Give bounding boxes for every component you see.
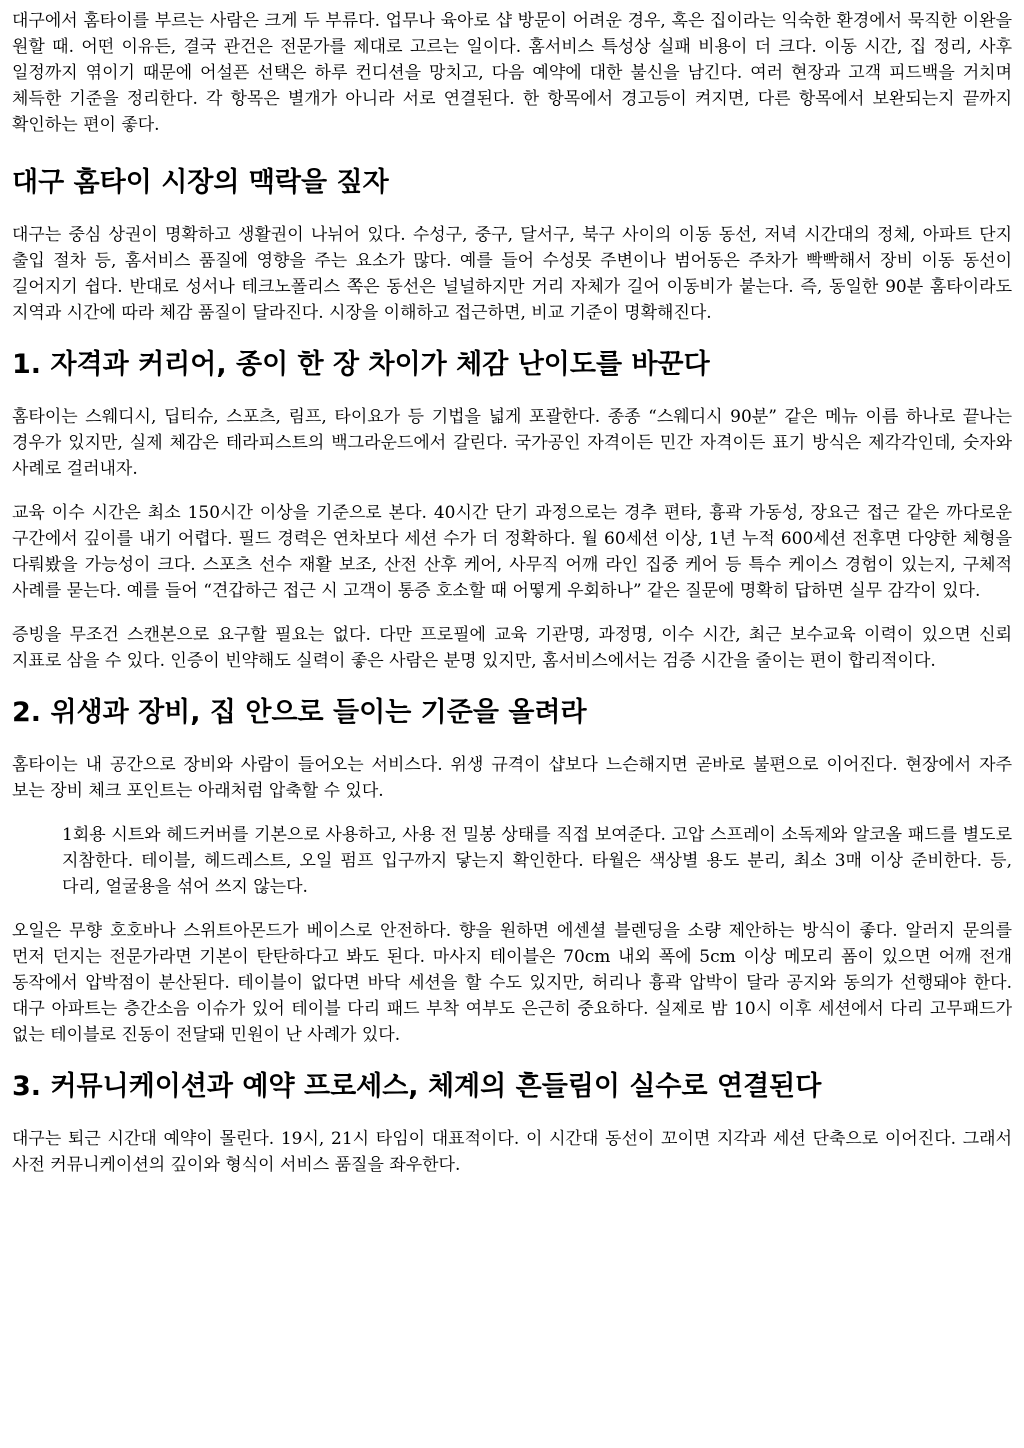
market-paragraph: 대구는 중심 상권이 명확하고 생활권이 나뉘어 있다. 수성구, 중구, 달서구, 북구 사이의 이동 동선, 저녁 시간대의 정체, 아파트 단지 출입 절차 등, 홈서비스 품질에 영향을 주는 요소가 많다. 예를 들어 수성못 주변이나 범어동은 주차가 빡빡해서 장비 이동 동선이 길어지기 쉽다. 반대로 성서나 테크노폴리스 쪽은 동선은 널널하지만 거리 자체가 길어 이동비가 붙는다. 즉, 동일한 90분 홈타이라도 지역과 시간에 따라 체감 품질이 달라진다. 시장을 이해하고 접근하면, 비교 기준이 명확해진다.	[12, 225, 1012, 323]
section-heading-hygiene: 2. 위생과 장비, 집 안으로 들이는 기준을 올려라	[12, 697, 587, 728]
section-heading-market: 대구 홈타이 시장의 맥락을 짚자	[12, 167, 389, 198]
hygiene-paragraph-2: 오일은 무향 호호바나 스위트아몬드가 베이스로 안전하다. 향을 원하면 에센셜 블렌딩을 소량 제안하는 방식이 좋다. 알러지 문의를 먼저 던지는 전문가라면 기본이 탄탄하다고 봐도 된다. 마사지 테이블은 70cm 내외 폭에 5cm 이상 메모리 폼이 있으면 어깨 전개 동작에서 압박점이 분산된다. 테이블이 없다면 바닥 세션을 할 수도 있지만, 허리나 흉곽 압박이 달라 공지와 동의가 선행돼야 한다. 대구 아파트는 층간소음 이슈가 있어 테이블 다리 패드 부착 여부도 은근히 중요하다. 실제로 밤 10시 이후 세션에서 다리 고무패드가 없는 테이블로 진동이 전달돼 민원이 난 사례가 있다.	[12, 921, 1012, 1045]
credentials-paragraph-1: 홈타이는 스웨디시, 딥티슈, 스포츠, 림프, 타이요가 등 기법을 넓게 포괄한다. 종종 “스웨디시 90분” 같은 메뉴 이름 하나로 끝나는 경우가 있지만, 실제 체감은 테라피스트의 백그라운드에서 갈린다. 국가공인 자격이든 민간 자격이든 표기 방식은 제각각인데, 숫자와 사례로 걸러내자.	[12, 407, 1012, 479]
equipment-checklist-quote	[12, 822, 1012, 900]
section-heading-credentials: 1. 자격과 커리어, 종이 한 장 차이가 체감 난이도를 바꾼다	[12, 349, 710, 380]
intro-paragraph: 대구에서 홈타이를 부르는 사람은 크게 두 부류다. 업무나 육아로 샵 방문이 어려운 경우, 혹은 집이라는 익숙한 환경에서 묵직한 이완을 원할 때. 어떤 이유든, 결국 관건은 전문가를 제대로 고르는 일이다. 홈서비스 특성상 실패 비용이 더 크다. 이동 시간, 집 정리, 사후 일정까지 엮이기 때문에 어설픈 선택은 하루 컨디션을 망치고, 다음 예약에 대한 불신을 남긴다. 여러 현장과 고객 피드백을 거치며 체득한 기준을 정리한다. 각 항목은 별개가 아니라 서로 연결된다. 한 항목에서 경고등이 켜지면, 다른 항목에서 보완되는지 끝까지 확인하는 편이 좋다.	[12, 11, 1012, 135]
credentials-paragraph-3: 증빙을 무조건 스캔본으로 요구할 필요는 없다. 다만 프로필에 교육 기관명, 과정명, 이수 시간, 최근 보수교육 이력이 있으면 신뢰 지표로 삼을 수 있다. 인증이 빈약해도 실력이 좋은 사람은 분명 있지만, 홈서비스에서는 검증 시간을 줄이는 편이 합리적이다.	[12, 625, 1012, 671]
hygiene-paragraph-1: 홈타이는 내 공간으로 장비와 사람이 들어오는 서비스다. 위생 규격이 샵보다 느슨해지면 곧바로 불편으로 이어진다. 현장에서 자주 보는 장비 체크 포인트는 아래처럼 압축할 수 있다.	[12, 755, 1012, 801]
section-heading-communication: 3. 커뮤니케이션과 예약 프로세스, 체계의 흔들림이 실수로 연결된다	[12, 1071, 822, 1102]
credentials-paragraph-2: 교육 이수 시간은 최소 150시간 이상을 기준으로 본다. 40시간 단기 과정으로는 경추 편타, 흉곽 가동성, 장요근 접근 같은 까다로운 구간에서 깊이를 내기 어렵다. 필드 경력은 연차보다 세션 수가 더 정확하다. 월 60세션 이상, 1년 누적 600세션 전후면 다양한 체형을 다뤄봤을 가능성이 크다. 스포츠 선수 재활 보조, 산전 산후 케어, 사무직 어깨 라인 집중 케어 등 특수 케이스 경험이 있는지, 구체적 사례를 묻는다. 예를 들어 “견갑하근 접근 시 고객이 통증 호소할 때 어떻게 우회하나” 같은 질문에 명확히 답하면 실무 감각이 있다.	[12, 503, 1012, 601]
equipment-checklist-text: 1회용 시트와 헤드커버를 기본으로 사용하고, 사용 전 밀봉 상태를 직접 보여준다. 고압 스프레이 소독제와 알코올 패드를 별도로 지참한다. 테이블, 헤드레스트, 오일 펌프 입구까지 닿는지 확인한다. 타월은 색상별 용도 분리, 최소 3매 이상 준비한다. 등, 다리, 얼굴용을 섞어 쓰지 않는다.	[62, 825, 1012, 897]
communication-paragraph-1: 대구는 퇴근 시간대 예약이 몰린다. 19시, 21시 타임이 대표적이다. 이 시간대 동선이 꼬이면 지각과 세션 단축으로 이어진다. 그래서 사전 커뮤니케이션의 깊이와 형식이 서비스 품질을 좌우한다.	[12, 1129, 1012, 1175]
